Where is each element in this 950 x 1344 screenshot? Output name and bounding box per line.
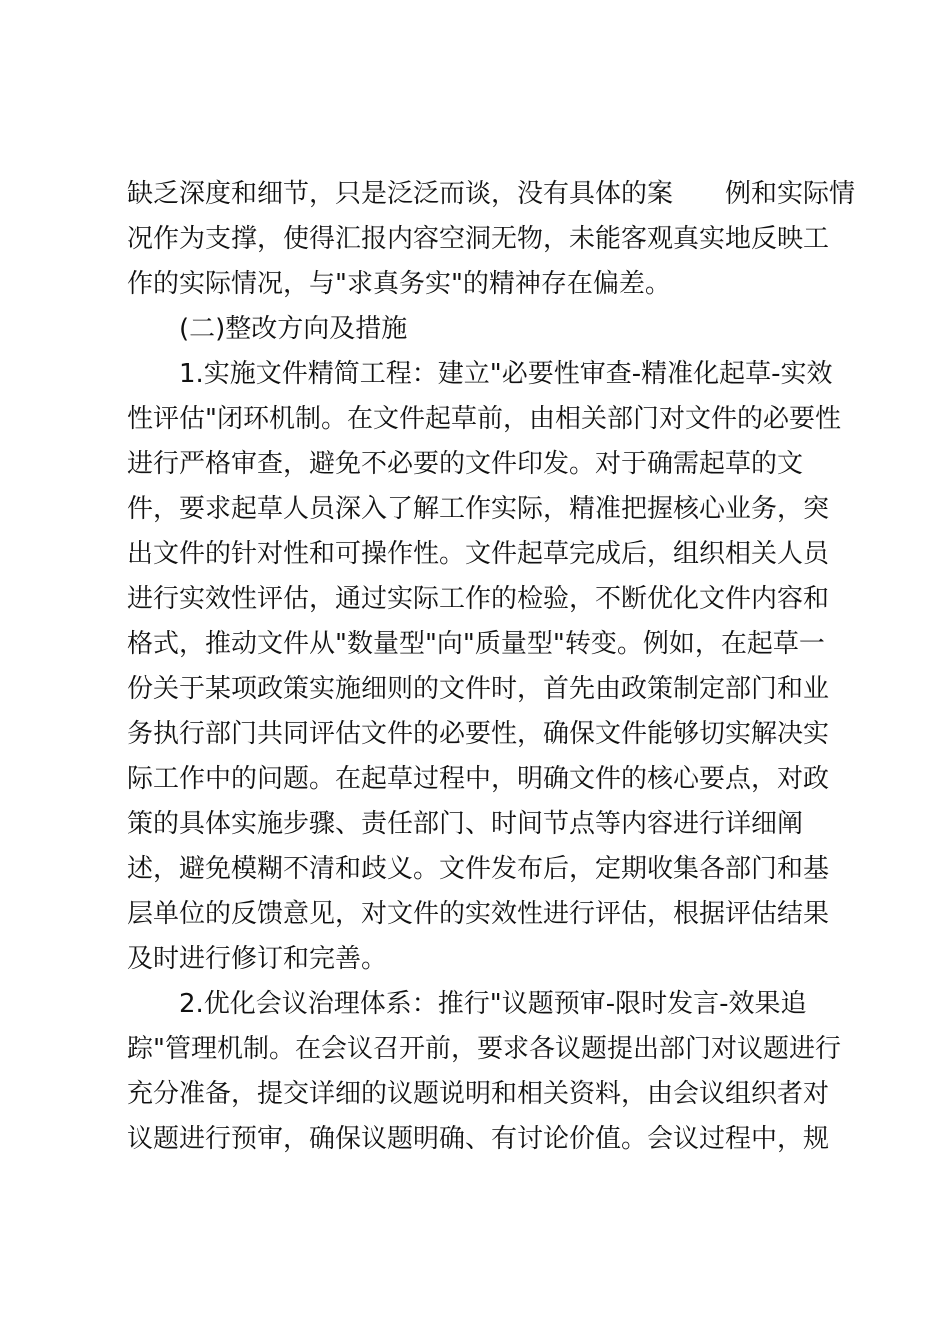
text-line: 况作为支撑，使得汇报内容空洞无物，未能客观真实地反映工 — [127, 224, 830, 254]
paragraph-problem-description — [127, 172, 856, 307]
text-line: 出文件的针对性和可操作性。文件起草完成后，组织相关人员 — [127, 539, 830, 569]
text-line: 件，要求起草人员深入了解工作实际，精准把握核心业务，突 — [127, 494, 830, 524]
text-line: 缺乏深度和细节，只是泛泛而谈，没有具体的案 例和实际情 — [127, 179, 856, 209]
text-line: 述，避免模糊不清和歧义。文件发布后，定期收集各部门和基 — [127, 854, 830, 884]
section-heading — [127, 307, 832, 352]
text-line: 议题进行预审，确保议题明确、有讨论价值。会议过程中，规 — [127, 1124, 830, 1154]
text-line: 充分准备，提交详细的议题说明和相关资料，由会议组织者对 — [127, 1079, 830, 1109]
text-line: 1.实施文件精简工程：建立"必要性审查-精准化起草-实效 — [179, 359, 833, 389]
text-line: 及时进行修订和完善。 — [127, 944, 388, 974]
document-body — [127, 172, 856, 1162]
text-line: 份关于某项政策实施细则的文件时，首先由政策制定部门和业 — [127, 674, 830, 704]
text-line: 性评估"闭环机制。在文件起草前，由相关部门对文件的必要性 — [127, 404, 841, 434]
text-line: 层单位的反馈意见，对文件的实效性进行评估，根据评估结果 — [127, 899, 830, 929]
text-line: 格式，推动文件从"数量型"向"质量型"转变。例如，在起草一 — [127, 629, 825, 659]
text-line: 进行严格审查，避免不必要的文件印发。对于确需起草的文 — [127, 449, 804, 479]
text-line: 策的具体实施步骤、责任部门、时间节点等内容进行详细阐 — [127, 809, 804, 839]
paragraph-measure-1 — [127, 352, 841, 982]
text-line: 进行实效性评估，通过实际工作的检验，不断优化文件内容和 — [127, 584, 830, 614]
heading-text: (二)整改方向及措施 — [179, 314, 408, 344]
text-line: 2.优化会议治理体系：推行"议题预审-限时发言-效果追 — [179, 989, 807, 1019]
text-line: 际工作中的问题。在起草过程中，明确文件的核心要点，对政 — [127, 764, 830, 794]
text-line: 作的实际情况，与"求真务实"的精神存在偏差。 — [127, 269, 671, 299]
text-line: 务执行部门共同评估文件的必要性，确保文件能够切实解决实 — [127, 719, 830, 749]
paragraph-measure-2 — [127, 982, 841, 1162]
text-line: 踪"管理机制。在会议召开前，要求各议题提出部门对议题进行 — [127, 1034, 841, 1064]
